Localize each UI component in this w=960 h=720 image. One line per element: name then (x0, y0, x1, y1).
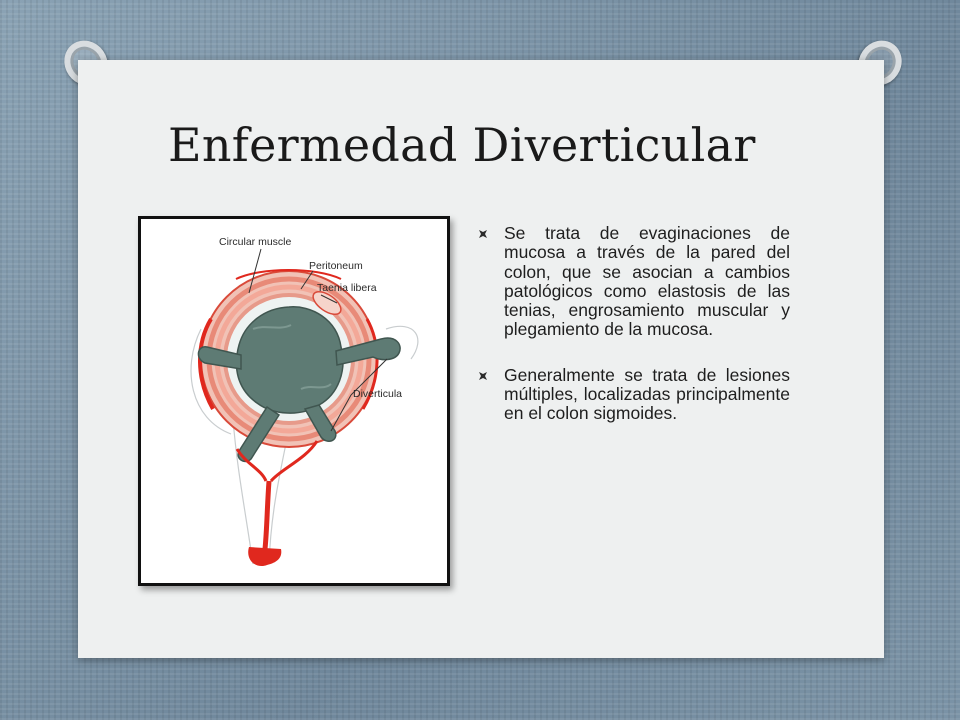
slide-title: Enfermedad Diverticular (168, 118, 756, 172)
label-diverticula: Diverticula (353, 388, 403, 400)
label-peritoneum: Peritoneum (309, 260, 363, 272)
bullet-item (478, 224, 790, 340)
label-taenia-libera: Taenia libera (317, 282, 377, 294)
mesenteric-vessel (265, 481, 269, 549)
label-circular-muscle: Circular muscle (219, 236, 292, 248)
square-bullet-icon (478, 229, 488, 239)
diverticula-illustration (138, 216, 450, 586)
bullet-text: Se trata de evaginaciones de mucosa a través de la pared del colon, que se asocian a cambios patológicos como elastosis de las tenias, engrosamiento muscular y plegamiento de la mucosa. (504, 223, 790, 340)
mucosa (236, 307, 343, 413)
bullet-item (478, 366, 790, 424)
bullet-list (478, 224, 790, 449)
square-bullet-icon (478, 371, 488, 381)
colon-cross-section-diagram (141, 219, 441, 577)
bullet-text: Generalmente se trata de lesiones múltiples, localizadas principalmente en el colon sigmoides. (504, 364, 790, 423)
